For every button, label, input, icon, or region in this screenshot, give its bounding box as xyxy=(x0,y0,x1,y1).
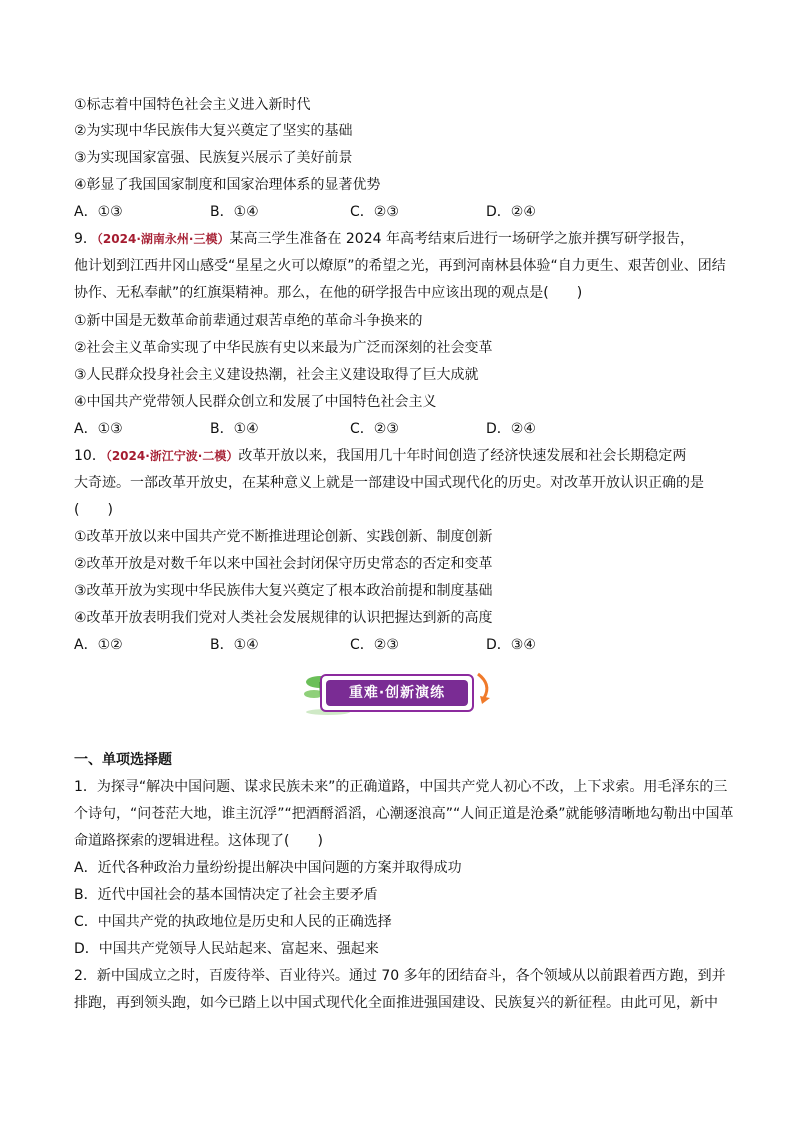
question-9-line-3: 协作、无私奉献”的红旗渠精神。那么，在他的研学报告中应该出现的观点是( ) xyxy=(74,285,583,301)
option-b: B．近代中国社会的基本国情决定了社会主要矛盾 xyxy=(74,887,378,903)
option-d: D．②④ xyxy=(486,421,536,437)
question-10-line-2: 大奇迹。一部改革开放史，在某种意义上就是一部建设中国式现代化的历史。对改革开放认识正确的是 xyxy=(74,475,704,491)
statement-1: ①改革开放以来中国共产党不断推进理论创新、实践创新、制度创新 xyxy=(74,529,493,545)
option-a: A．近代各种政治力量纷纷提出解决中国问题的方案并取得成功 xyxy=(74,860,462,876)
answer-options xyxy=(74,419,724,439)
statement-3: ③为实现国家富强、民族复兴展示了美好前景 xyxy=(74,150,353,166)
question-1-line-3: 命道路探索的逻辑进程。这体现了( ) xyxy=(74,833,323,849)
statement-1: ①标志着中国特色社会主义进入新时代 xyxy=(74,97,311,113)
question-9-line-1 xyxy=(74,229,724,249)
option-c: C．②③ xyxy=(350,204,399,220)
statement-3: ③人民群众投身社会主义建设热潮，社会主义建设取得了巨大成就 xyxy=(74,367,479,383)
banner-label: 重难·创新演练 xyxy=(326,680,468,706)
statement-2: ②社会主义革命实现了中华民族有史以来最为广泛而深刻的社会变革 xyxy=(74,340,493,356)
statement-3: ③改革开放为实现中华民族伟大复兴奠定了根本政治前提和制度基础 xyxy=(74,583,493,599)
section-banner xyxy=(298,668,504,718)
answer-options xyxy=(74,635,724,655)
question-text: 改革开放以来，我国用几十年时间创造了经济快速发展和社会长期稳定两 xyxy=(238,448,687,464)
option-a: A．①③ xyxy=(74,204,123,220)
question-number: 9． xyxy=(74,231,97,247)
option-c: C．中国共产党的执政地位是历史和人民的正确选择 xyxy=(74,914,392,930)
question-10-line-3: ( ) xyxy=(74,502,113,518)
question-2-line-2: 排跑，再到领头跑，如今已踏上以中国式现代化全面推进强国建设、民族复兴的新征程。由此可见，新中 xyxy=(74,995,718,1011)
option-b: B．①④ xyxy=(210,637,259,653)
statement-1: ①新中国是无数革命前辈通过艰苦卓绝的革命斗争换来的 xyxy=(74,313,423,329)
option-d: D．②④ xyxy=(486,204,536,220)
option-b: B．①④ xyxy=(210,421,259,437)
option-d: D．③④ xyxy=(486,637,536,653)
question-1-line-1: 1．为探寻“解决中国问题、谋求民族未来”的正确道路，中国共产党人初心不改，上下求索。用毛泽东的三 xyxy=(74,779,728,795)
question-1-line-2: 个诗句，“问苍茫大地，谁主沉浮”“把酒酹滔滔，心潮逐浪高”“人间正道是沧桑”就能够清晰地勾勒出中国革 xyxy=(74,806,734,822)
question-number: 10． xyxy=(74,448,106,464)
statement-4: ④中国共产党带领人民群众创立和发展了中国特色社会主义 xyxy=(74,394,437,410)
section-title: 一、单项选择题 xyxy=(74,752,172,768)
option-d: D．中国共产党领导人民站起来、富起来、强起来 xyxy=(74,941,379,957)
question-2-line-1: 2．新中国成立之时，百废待举、百业待兴。通过 70 多年的团结奋斗，各个领域从以前跟着西方跑，到并 xyxy=(74,968,726,984)
question-9-line-2: 他计划到江西井冈山感受“星星之火可以燎原”的希望之光，再到河南林县体验“自力更生、艰苦创业、团结 xyxy=(74,258,726,274)
statement-4: ④改革开放表明我们党对人类社会发展规律的认识把握达到新的高度 xyxy=(74,610,493,626)
banner-frame xyxy=(320,674,474,712)
option-c: C．②③ xyxy=(350,637,399,653)
statement-2: ②为实现中华民族伟大复兴奠定了坚实的基础 xyxy=(74,123,353,139)
question-source: （2024·浙江宁波·二模） xyxy=(105,449,239,463)
answer-options xyxy=(74,202,724,222)
question-10-line-1 xyxy=(74,446,724,466)
statement-4: ④彰显了我国国家制度和国家治理体系的显著优势 xyxy=(74,177,381,193)
statement-2: ②改革开放是对数千年以来中国社会封闭保守历史常态的否定和变革 xyxy=(74,556,493,572)
option-c: C．②③ xyxy=(350,421,399,437)
option-a: A．①② xyxy=(74,637,123,653)
question-text: 某高三学生准备在 2024 年高考结束后进行一场研学之旅并撰写研学报告， xyxy=(229,231,694,247)
option-a: A．①③ xyxy=(74,421,123,437)
question-source: （2024·湖南永州·三模） xyxy=(96,232,230,246)
option-b: B．①④ xyxy=(210,204,259,220)
